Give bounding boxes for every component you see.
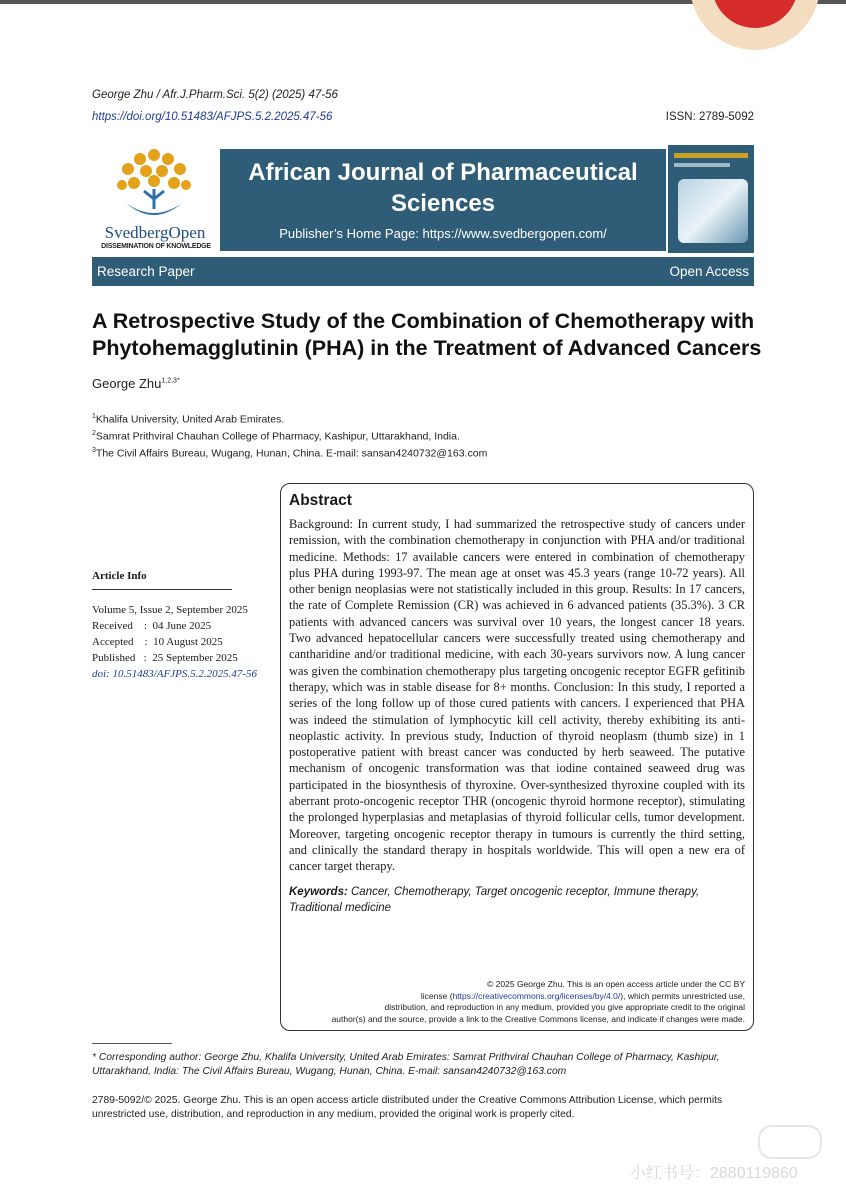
article-info <box>92 570 282 680</box>
issn: ISSN: 2789-5092 <box>665 111 754 123</box>
cc-line <box>305 991 745 1003</box>
publisher-logo <box>92 145 218 255</box>
license-note: 2789-5092/© 2025. George Zhu. This is an open access article distributed under the Creative Commons Attribution License, which permits unrestricted use, distribution, and reproduction in any medium, provided the original work is properly cited. <box>92 1095 723 1120</box>
abstract-box <box>280 483 754 1031</box>
affiliation-sup: 1 <box>92 413 96 420</box>
article-accepted: Accepted : 10 August 2025 <box>92 636 223 648</box>
cc-line: author(s) and the source, provide a link to the Creative Commons license, and indicate if changes were made. <box>331 1013 745 1024</box>
publisher-home[interactable]: Publisher’s Home Page: https://www.svedbergopen.com/ <box>279 226 607 241</box>
watermark: 小红书号：2880119860 <box>630 1165 798 1182</box>
title-line: A Retrospective Study of the Combination of Chemotherapy with <box>92 309 755 333</box>
author <box>92 376 180 391</box>
access-type: Open Access <box>669 264 749 279</box>
article-info-heading: Article Info <box>92 570 232 590</box>
affiliation-sup: 2 <box>92 430 96 437</box>
cc-text: ), which permits unrestricted use, <box>620 990 745 1001</box>
abstract-heading: Abstract <box>289 492 352 509</box>
keywords <box>289 884 745 916</box>
article-type-strip <box>92 257 754 286</box>
affiliation-text: Khalifa University, United Arab Emirates. <box>95 413 285 426</box>
author-sup: 1,2,3* <box>161 377 180 385</box>
avatar-badge <box>690 0 820 50</box>
cc-line: © 2025 George Zhu. This is an open access article under the CC BY <box>487 979 745 989</box>
doi-link[interactable]: https://doi.org/10.51483/AFJPS.5.2.2025.47-56 <box>92 111 333 123</box>
affiliation-text: The Civil Affairs Bureau, Wugang, Hunan, China. E-mail: sansan4240732@163.com <box>95 447 488 460</box>
abstract-body: Background: In current study, I had summarized the retrospective study of cancers under remission, with the combination chemotherapy in conjunction with PHA and/or traditional medicine. Methods: 17 available cancers were entered in combination of chemotherapy plus PHA during 1993-97. The mean age at onset was 45.3 years (range 10-72 years). All other benign neoplasias were not statistically included in this group. Results: In 17 cancers, the rate of Complete Remission (CR) was achieved in 6 advanced patients (35.3%). 3 CR patients with advanced cancers was survival over 10 years, the longest cancer 18 years. Two advanced hepatocellular cancers were successfully treated using chemotherapy and cantharidine and/or traditional medicine, with each 30-years survivors now. A lung cancer was given the combination chemotherapy plus targeting oncogenic receptor EGFR gefitinib therapy, which was in stable disease for 8+ months. Conclusion: In this study, I reported a series of the long follow up of those cured patients with cancers. I experienced that PHA was indeed the stimulation of lymphocytic kill cell activity, thereby exhibiting its anti-neoplastic activity. In previous study, Induction of thyroid neoplasm (thumb size) in 1 postoperative patient with breast cancer was conducted by herb seaweed. The putative mechanism of oncogenic transformation was that iodine contained seaweed drug was participated in the biosynthesis of thyroxine. Over-synthesized thyroxine coupled with its aberrant proto-oncogenic receptor THR (oncogenic thyroid hormone receptor), stimulating the prolonged hyperplasias and metaplasias of thyroid follicular cells, tumor development. Moreover, targeting oncogenic receptor therapy in tumours is currently the third setting, and clinically the standard therapy in hospitals worldwide. This will open a new era of cancer target therapy. <box>289 517 745 874</box>
affiliation <box>92 413 284 426</box>
logo-tagline: DISSEMINATION OF KNOWLEDGE <box>101 243 211 250</box>
journal-cover-image <box>668 145 754 253</box>
article-received: Received : 04 June 2025 <box>92 620 212 632</box>
cc-license-note <box>305 979 745 1025</box>
cc-license-link[interactable]: https://creativecommons.org/licenses/by/4.0/ <box>452 990 621 1001</box>
article-published: Published : 25 September 2025 <box>92 652 238 664</box>
journal-banner <box>220 149 666 251</box>
cc-line: distribution, and reproduction in any medium, provided you give appropriate credit to the original <box>384 1002 745 1012</box>
corresponding-author-note: * Corresponding author: George Zhu, Khalifa University, United Arab Emirates: Samrat Prithviral Chauhan College of Pharmacy, Kashipur, Uttarakhand, India: The Civil Affairs Bureau, Wugang, Hunan, China. E-mail: sansan4240732@163.com <box>92 1052 720 1077</box>
journal-header <box>92 145 754 285</box>
paper-title <box>92 308 772 362</box>
watermark-logo <box>758 1125 822 1159</box>
affiliation-sup: 3 <box>92 447 96 454</box>
affiliation-text: Samrat Prithviral Chauhan College of Pharmacy, Kashipur, Uttarakhand, India. <box>95 430 460 443</box>
affiliation <box>92 447 487 460</box>
footnote-rule <box>92 1043 172 1044</box>
article-doi-link[interactable]: doi: 10.51483/AFJPS.5.2.2025.47-56 <box>92 668 257 680</box>
running-head: George Zhu / Afr.J.Pharm.Sci. 5(2) (2025) 47-56 <box>92 89 338 101</box>
article-volume: Volume 5, Issue 2, September 2025 <box>92 604 248 616</box>
logo-brand: SvedbergOpen <box>104 223 206 242</box>
affiliation <box>92 430 460 443</box>
author-name: George Zhu <box>92 376 162 391</box>
title-line: Phytohemagglutinin (PHA) in the Treatment of Advanced Cancers <box>92 336 762 360</box>
article-type: Research Paper <box>97 264 195 279</box>
journal-title: African Journal of Pharmaceutical Sciences <box>248 159 638 217</box>
tree-logo-icon <box>104 145 204 225</box>
keywords-label: Keywords: <box>289 885 348 898</box>
keywords-text: Cancer, Chemotherapy, Target oncogenic receptor, Immune therapy, Traditional medicine <box>289 885 700 914</box>
cc-text: license ( <box>420 990 453 1001</box>
